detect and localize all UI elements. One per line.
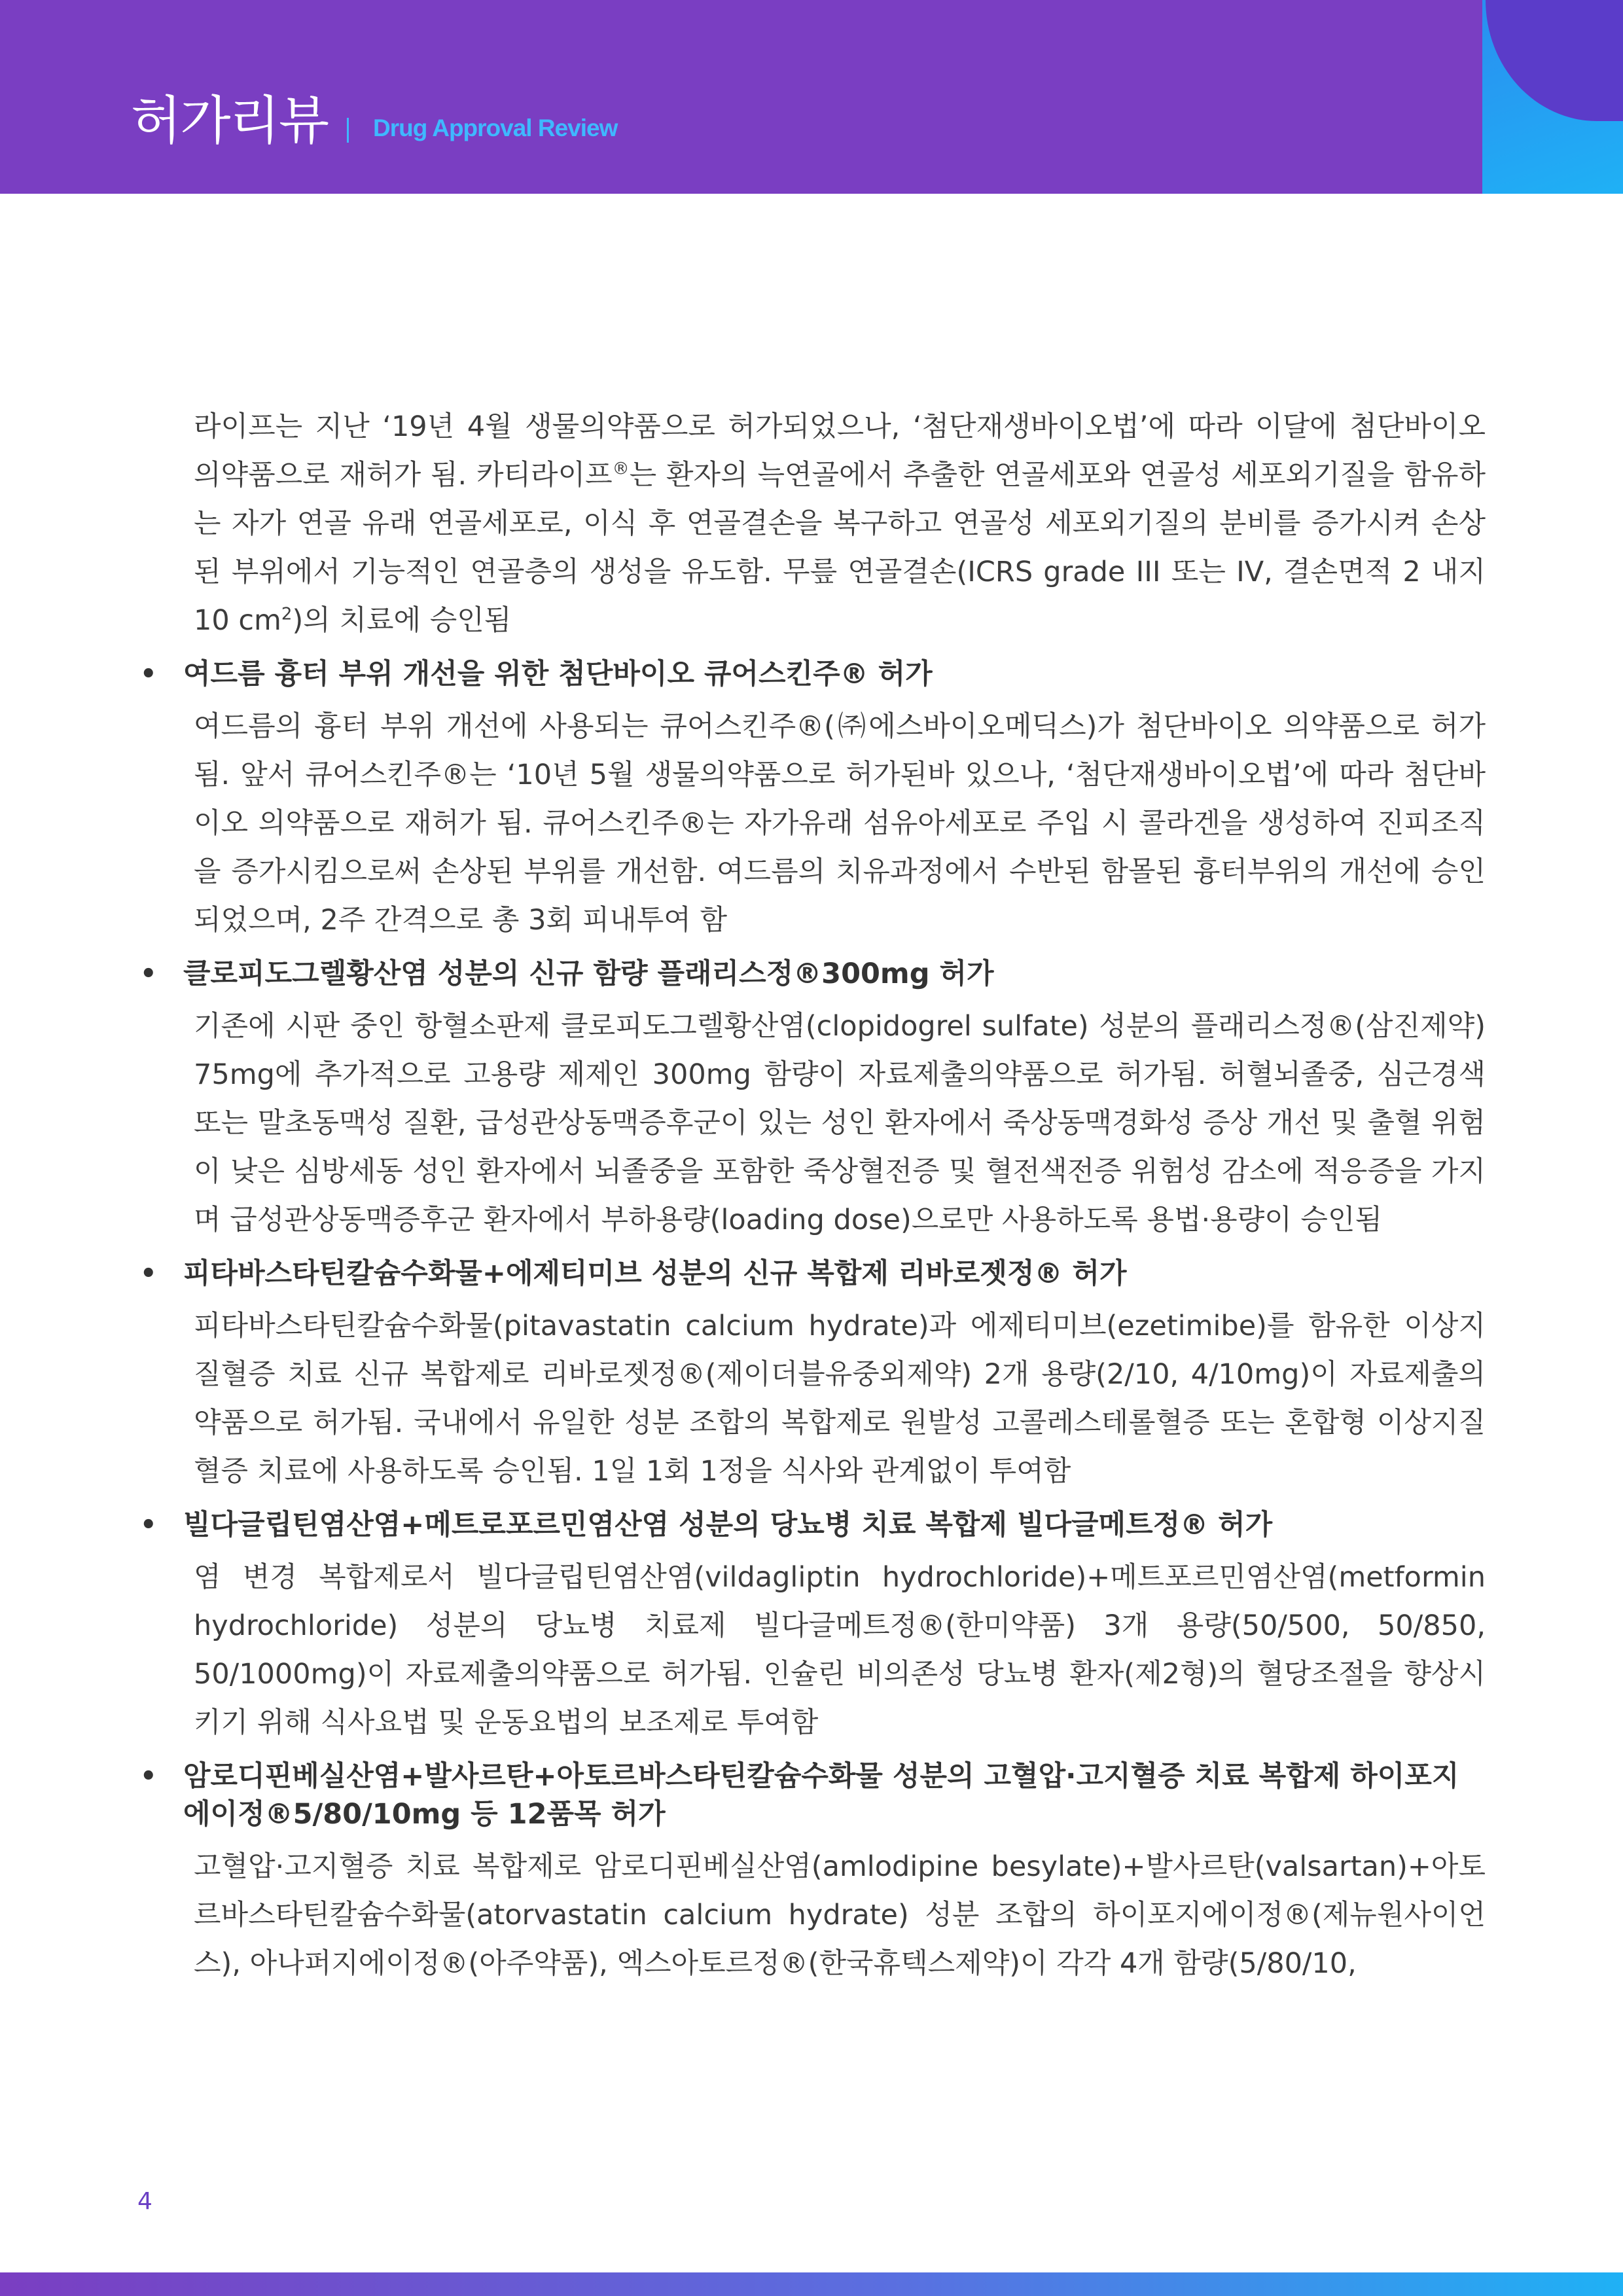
paragraph-continued: 라이프는 지난 ‘19년 4월 생물의약품으로 허가되었으나, ‘첨단재생바이오법’에 따라 이달에 첨단바이오 의약품으로 재허가 됨. 카티라이프®는 환자의 늑연골에서 추출한 연골세포와 연골성 세포외기질을 함유하는 자가 연골 유래 연골세포로, 이식 후 연골결손을 복구하고 연골성 세포외기질의 분비를 증가시켜 손상된 부위에서 기능적인 연골층의 생성을 유도함. 무릎 연골결손(ICRS grade III 또는 IV, 결손면적 2 내지 10 $cm^2$)의 치료에 승인됨: [194, 410, 1486, 637]
bullet-icon: •: [140, 1761, 157, 1791]
section-body: 여드름의 흉터 부위 개선에 사용되는 큐어스킨주®(㈜에스바이오메딕스)가 첨단바이오 의약품으로 허가됨. 앞서 큐어스킨주®는 ‘10년 5월 생물의약품으로 허가된바 있으나, ‘첨단재생바이오법’에 따라 첨단바이오 의약품으로 재허가 됨. 큐어스킨주®는 자가유래 섬유아세포로 주입 시 콜라겐을 생성하여 진피조직을 증가시킴으로써 손상된 부위를 개선함. 여드름의 치유과정에서 수반된 함몰된 흉터부위의 개선에 승인되었으며, 2주 간격으로 총 3회 피내투여 함: [194, 710, 1486, 937]
bullet-icon: •: [140, 1259, 157, 1289]
section-heading: [131, 955, 1486, 993]
header-corner-accent: [1482, 0, 1623, 194]
section-heading-text: 암로디핀베실산염+발사르탄+아토르바스타틴칼슘수화물 성분의 고혈압·고지혈증 치료 복합제 하이포지에이정®5/80/10mg 등 12품목 허가: [183, 1760, 1459, 1831]
bullet-icon: •: [140, 1510, 157, 1540]
section-body: 염 변경 복합제로서 빌다글립틴염산염(vildagliptin hydrochloride)+메트포르민염산염(metformin hydrochloride) 성분의 당뇨병 치료제 빌다글메트정®(한미약품) 3개 용량(50/500, 50/850, 50/1000mg)이 자료제출의약품으로 허가됨. 인슐린 비의존성 당뇨병 환자(제2형)의 혈당조절을 향상시키기 위해 식사요법 및 운동요법의 보조제로 투여함: [194, 1561, 1486, 1739]
section-body: 기존에 시판 중인 항혈소판제 클로피도그렐황산염(clopidogrel sulfate) 성분의 플래리스정®(삼진제약) 75mg에 추가적으로 고용량 제제인 300mg 함량이 자료제출의약품으로 허가됨. 허혈뇌졸중, 심근경색 또는 말초동맥성 질환, 급성관상동맥증후군이 있는 성인 환자에서 죽상동맥경화성 증상 개선 및 출혈 위험이 낮은 심방세동 성인 환자에서 뇌졸중을 포함한 죽상혈전증 및 혈전색전증 위험성 감소에 적응증을 가지며 급성관상동맥증후군 환자에서 부하용량(loading dose)으로만 사용하도록 용법·용량이 승인됨: [194, 1010, 1486, 1236]
page-section-subtitle: Drug Approval Review: [373, 115, 618, 141]
section-body: 피타바스타틴칼슘수화물(pitavastatin calcium hydrate)과 에제티미브(ezetimibe)를 함유한 이상지질혈증 치료 신규 복합제로 리바로젯정®(제이더블유중외제약) 2개 용량(2/10, 4/10mg)이 자료제출의약품으로 허가됨. 국내에서 유일한 성분 조합의 복합제로 원발성 고콜레스테롤혈증 또는 혼합형 이상지질혈증 치료에 사용하도록 승인됨. 1일 1회 1정을 식사와 관계없이 투여함: [194, 1310, 1486, 1488]
header-corner-accent-inner: [1486, 0, 1623, 121]
page-number: 4: [137, 2188, 152, 2215]
header-divider: [347, 118, 349, 143]
section-heading: [131, 1506, 1486, 1544]
bullet-icon: •: [140, 659, 157, 689]
section-heading-text: 빌다글립틴염산염+메트로포르민염산염 성분의 당뇨병 치료 복합제 빌다글메트정® 허가: [183, 1509, 1273, 1541]
bullet-icon: •: [140, 959, 157, 989]
section-heading-text: 피타바스타틴칼슘수화물+에제티미브 성분의 신규 복합제 리바로젯정® 허가: [183, 1257, 1127, 1290]
section-heading: [131, 1757, 1486, 1833]
section-heading-text: 클로피도그렐황산염 성분의 신규 함량 플래리스정®300mg 허가: [183, 958, 994, 990]
section-heading: [131, 655, 1486, 693]
footer-bar: [0, 2272, 1623, 2296]
document-body: [131, 403, 1486, 1988]
section-body: 고혈압·고지혈증 치료 복합제로 암로디핀베실산염(amlodipine besylate)+발사르탄(valsartan)+아토르바스타틴칼슘수화물(atorvastatin calcium hydrate) 성분 조합의 하이포지에이정®(제뉴원사이언스), 아나퍼지에이정®(아주약품), 엑스아토르정®(한국휴텍스제약)이 각각 4개 함량(5/80/10,: [194, 1850, 1486, 1980]
section-heading: [131, 1255, 1486, 1293]
section-heading-text: 여드름 흉터 부위 개선을 위한 첨단바이오 큐어스킨주® 허가: [183, 658, 933, 691]
page-section-title: 허가리뷰: [131, 90, 329, 151]
